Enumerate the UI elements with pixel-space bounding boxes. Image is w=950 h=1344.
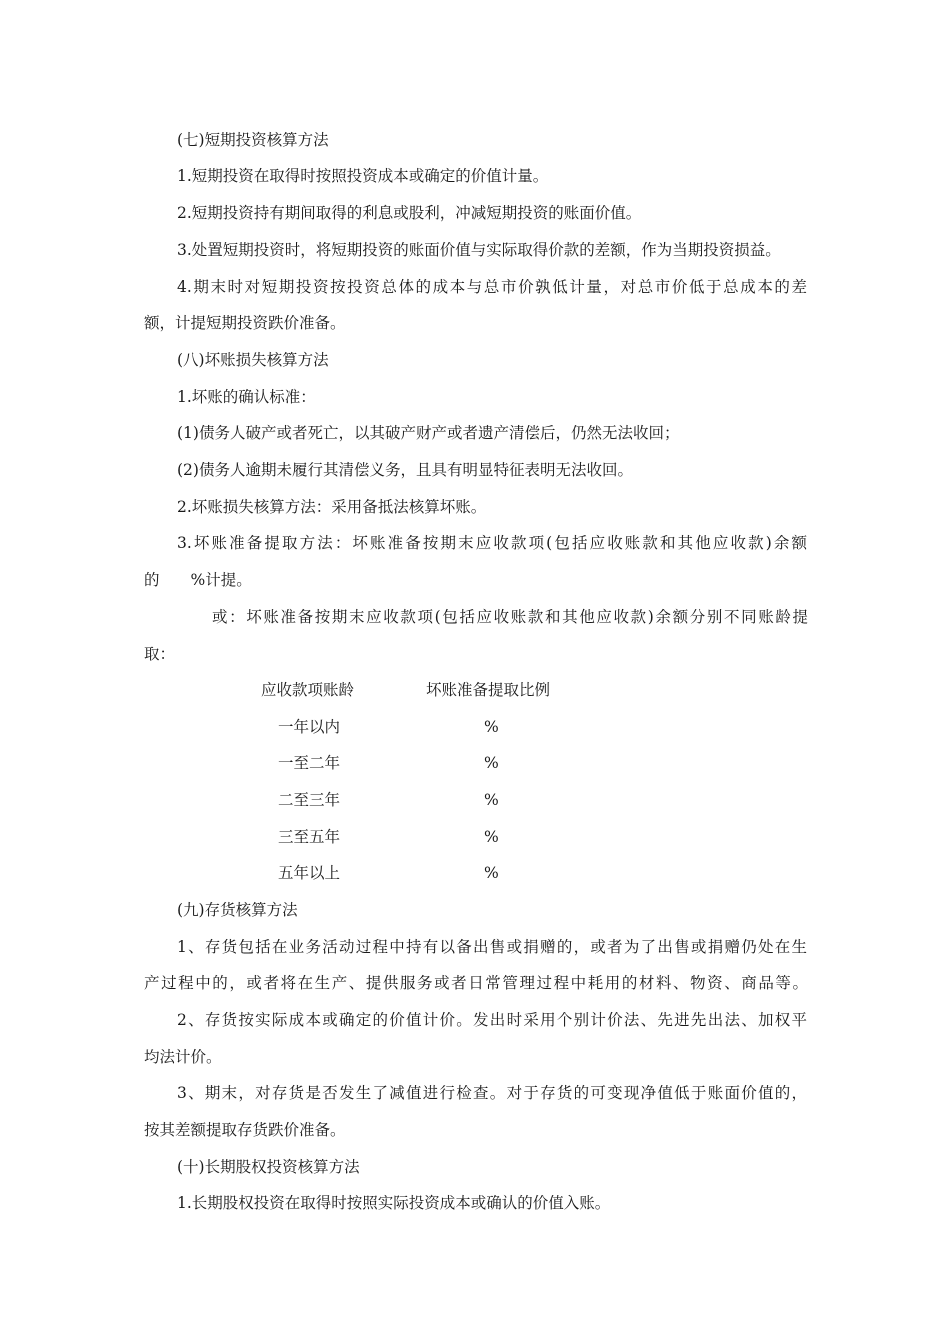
paragraph-continuation: 按其差额提取存货跌价准备。	[144, 1121, 346, 1139]
table-cell-age: 二至三年	[278, 791, 341, 809]
paragraph: 或：坏账准备按期末应收款项(包括应收账款和其他应收款)余额分别不同账龄提	[212, 608, 808, 626]
section-heading-bad-debt: (八)坏账损失核算方法	[177, 351, 329, 369]
table-cell-age: 三至五年	[278, 828, 341, 846]
paragraph: 1.坏账的确认标准：	[177, 388, 316, 406]
paragraph: 2.短期投资持有期间取得的利息或股利，冲减短期投资的账面价值。	[177, 204, 642, 222]
paragraph-continuation: 额，计提短期投资跌价准备。	[144, 314, 346, 332]
paragraph: (2)债务人逾期未履行其清偿义务，且具有明显特征表明无法收回。	[177, 461, 633, 479]
table-cell-age: 五年以上	[278, 864, 341, 882]
paragraph: 3.处置短期投资时，将短期投资的账面价值与实际取得价款的差额，作为当期投资损益。	[177, 241, 781, 259]
paragraph: 1.短期投资在取得时按照投资成本或确定的价值计量。	[177, 167, 549, 185]
section-heading-long-term-equity: (十)长期股权投资核算方法	[177, 1158, 360, 1176]
table-cell-ratio: %	[484, 791, 499, 809]
table-cell-ratio: %	[484, 828, 499, 846]
paragraph: 3.坏账准备提取方法：坏账准备按期末应收款项(包括应收账款和其他应收款)余额	[177, 534, 807, 552]
table-cell-ratio: %	[484, 864, 499, 882]
table-cell-ratio: %	[484, 754, 499, 772]
section-heading-short-term-investment: (七)短期投资核算方法	[177, 131, 329, 149]
paragraph: 2、存货按实际成本或确定的价值计价。发出时采用个别计价法、先进先出法、加权平	[177, 1011, 807, 1029]
paragraph: 3、期末，对存货是否发生了减值进行检查。对于存货的可变现净值低于账面价值的，	[177, 1084, 807, 1102]
section-heading-inventory: (九)存货核算方法	[177, 901, 298, 919]
table-header-ratio: 坏账准备提取比例	[426, 681, 551, 699]
paragraph-continuation: 均法计价。	[144, 1048, 222, 1066]
table-header-age: 应收款项账龄	[261, 681, 355, 699]
paragraph: 4.期末时对短期投资按投资总体的成本与总市价孰低计量，对总市价低于总成本的差	[177, 278, 807, 296]
paragraph-continuation: 取：	[144, 645, 176, 663]
table-cell-age: 一年以内	[278, 718, 341, 736]
paragraph: (1)债务人破产或者死亡，以其破产财产或者遗产清偿后，仍然无法收回；	[177, 424, 680, 442]
paragraph: 2.坏账损失核算方法：采用备抵法核算坏账。	[177, 498, 487, 516]
paragraph: 1.长期股权投资在取得时按照实际投资成本或确认的价值入账。	[177, 1194, 611, 1212]
table-cell-ratio: %	[484, 718, 499, 736]
paragraph-continuation: 产过程中的，或者将在生产、提供服务或者日常管理过程中耗用的材料、物资、商品等。	[144, 974, 808, 992]
paragraph: 1、存货包括在业务活动过程中持有以备出售或捐赠的，或者为了出售或捐赠仍处在生	[177, 938, 807, 956]
paragraph-continuation: 的 %计提。	[144, 571, 252, 589]
table-cell-age: 一至二年	[278, 754, 341, 772]
